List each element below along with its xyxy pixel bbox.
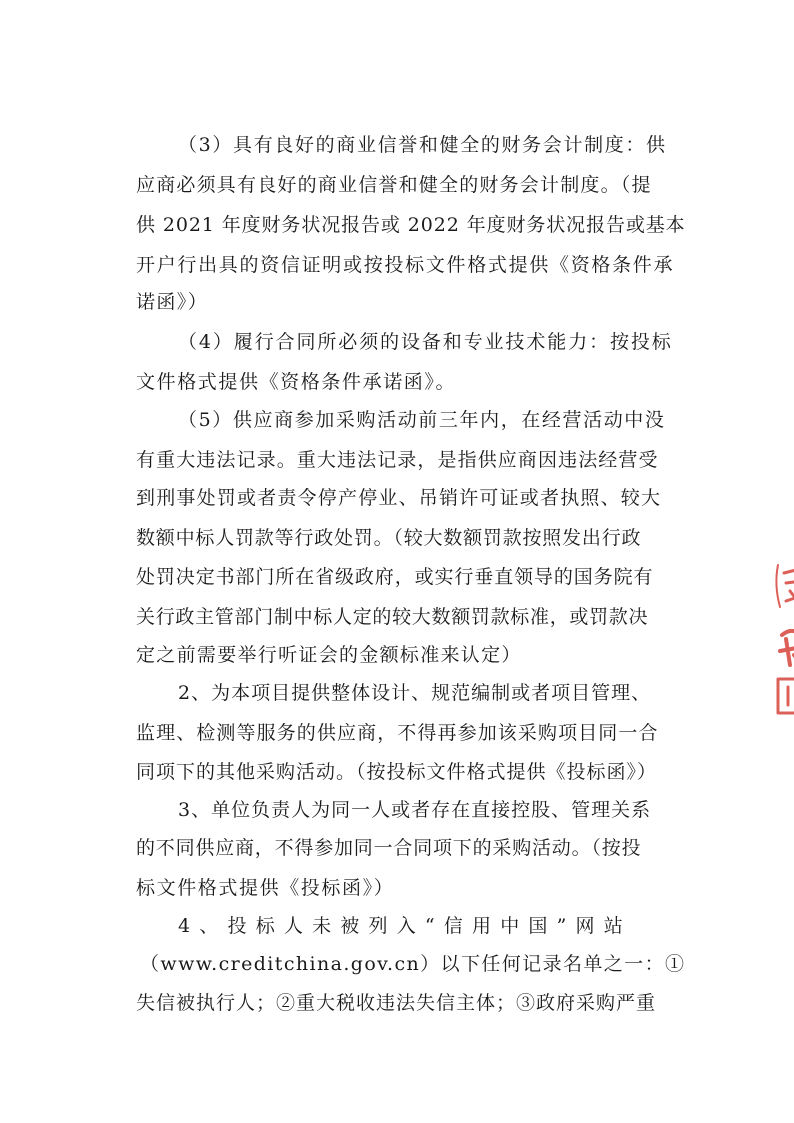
- text-line: 文件格式提供《资格条件承诺函》。: [136, 371, 457, 393]
- text-line: 同项下的其他采购活动。（按投标文件格式提供《投标函》）: [136, 761, 658, 783]
- text-line: （5）供应商参加采购活动前三年内，在经营活动中没: [178, 409, 666, 431]
- text-line: 关行政主管部门制中标人定的较大数额罚款标准，或罚款决: [136, 606, 649, 628]
- text-line: 2、为本项目提供整体设计、规范编制或者项目管理、: [178, 682, 652, 704]
- text-line: 到刑事处罚或者责令停产停业、吊销许可证或者执照、较大: [136, 487, 662, 509]
- text-line: 失信被执行人；②重大税收违法失信主体；③政府采购严重: [136, 992, 657, 1014]
- text-line: 诺函》）: [136, 291, 209, 313]
- text-line: （3）具有良好的商业信誉和健全的财务会计制度：供: [178, 134, 667, 156]
- text-line: 的不同供应商，不得参加同一合同项下的采购活动。（按投: [136, 837, 642, 859]
- text-line: 有重大违法记录。重大违法记录，是指供应商因违法经营受: [136, 449, 659, 471]
- text-line: （4）履行合同所必须的设备和专业技术能力：按投标: [178, 331, 673, 353]
- text-line: 应商必须具有良好的商业信誉和健全的财务会计制度。（提: [136, 174, 652, 196]
- text-line: 定之前需要举行听证会的金额标准来认定）: [136, 644, 522, 666]
- text-line: 开户行出具的资信证明或按投标文件格式提供《资格条件承: [136, 254, 675, 276]
- text-line: （www.creditchina.gov.cn）以下任何记录名单之一：①: [140, 953, 686, 975]
- text-line: 供 2021 年度财务状况报告或 2022 年度财务状况报告或基本: [136, 214, 686, 236]
- text-line: 4、投标人未被列入“信用中国”网站: [178, 915, 632, 937]
- text-line: 数额中标人罚款等行政处罚。（较大数额罚款按照发出行政: [136, 527, 642, 549]
- text-line: 标文件格式提供《投标函》）: [136, 877, 395, 899]
- text-line: 处罚决定书部门所在省级政府，或实行垂直领导的国务院有: [136, 566, 654, 588]
- text-line: 3、单位负责人为同一人或者存在直接控股、管理关系: [178, 799, 652, 821]
- red-seal-fragment-icon: [766, 555, 794, 725]
- text-line: 监理、检测等服务的供应商，不得再参加该采购项目同一合: [136, 722, 659, 744]
